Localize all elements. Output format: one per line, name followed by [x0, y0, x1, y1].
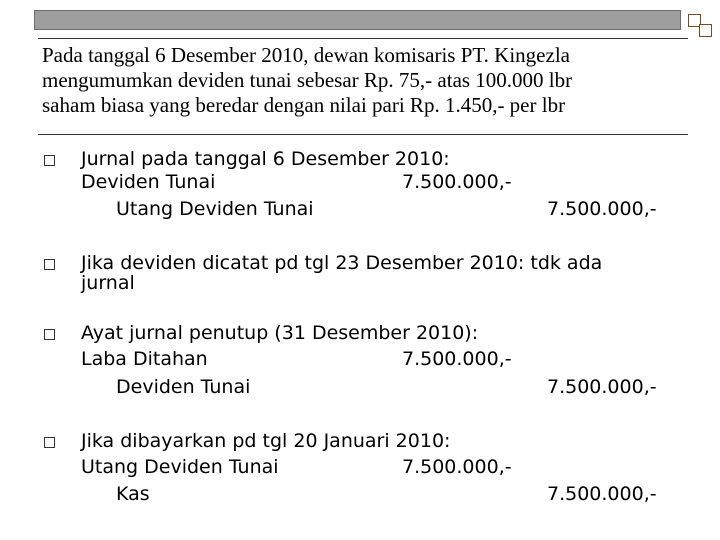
bullet-intro: Jurnal pada tanggal 6 Desember 2010: — [81, 148, 450, 170]
bullet-text-line: Jika deviden dicatat pd tgl 23 Desember 2010: tdk ada — [81, 252, 603, 274]
decorative-square — [699, 24, 712, 37]
bullet-item-journal-declaration — [0, 145, 720, 225]
bullet-text-line: jurnal — [81, 272, 135, 294]
square-bullet-icon — [44, 437, 55, 448]
bullet-intro: Ayat jurnal penutup (31 Desember 2010): — [81, 322, 479, 344]
credit-account: Kas — [116, 483, 150, 505]
debit-amount: 7.500.000,- — [402, 348, 512, 370]
debit-account: Laba Ditahan — [81, 348, 208, 370]
square-bullet-icon — [44, 155, 55, 166]
slide-title-bar — [34, 10, 681, 30]
square-bullet-icon — [44, 259, 55, 270]
slide-heading — [42, 43, 682, 118]
credit-amount: 7.500.000,- — [547, 198, 657, 220]
heading-rule-top — [38, 38, 688, 39]
square-bullet-icon — [44, 329, 55, 340]
heading-line: mengumumkan deviden tunai sebesar Rp. 75,- atas 100.000 lbr — [42, 68, 573, 92]
bullet-intro: Jika dibayarkan pd tgl 20 Januari 2010: — [81, 430, 451, 452]
heading-rule-bottom — [38, 134, 688, 135]
credit-amount: 7.500.000,- — [547, 483, 657, 505]
heading-line: saham biasa yang beredar dengan nilai pari Rp. 1.450,- per lbr — [42, 93, 566, 117]
heading-line: Pada tanggal 6 Desember 2010, dewan komisaris PT. Kingezla — [42, 43, 570, 67]
debit-amount: 7.500.000,- — [402, 171, 512, 193]
bullet-item-payment — [0, 424, 720, 504]
credit-account: Utang Deviden Tunai — [116, 198, 314, 220]
credit-amount: 7.500.000,- — [547, 376, 657, 398]
credit-account: Deviden Tunai — [116, 376, 251, 398]
bullet-item-record-date — [0, 245, 720, 325]
debit-amount: 7.500.000,- — [402, 456, 512, 478]
bullet-item-closing-entry — [0, 314, 720, 398]
debit-account: Deviden Tunai — [81, 171, 216, 193]
debit-account: Utang Deviden Tunai — [81, 456, 279, 478]
